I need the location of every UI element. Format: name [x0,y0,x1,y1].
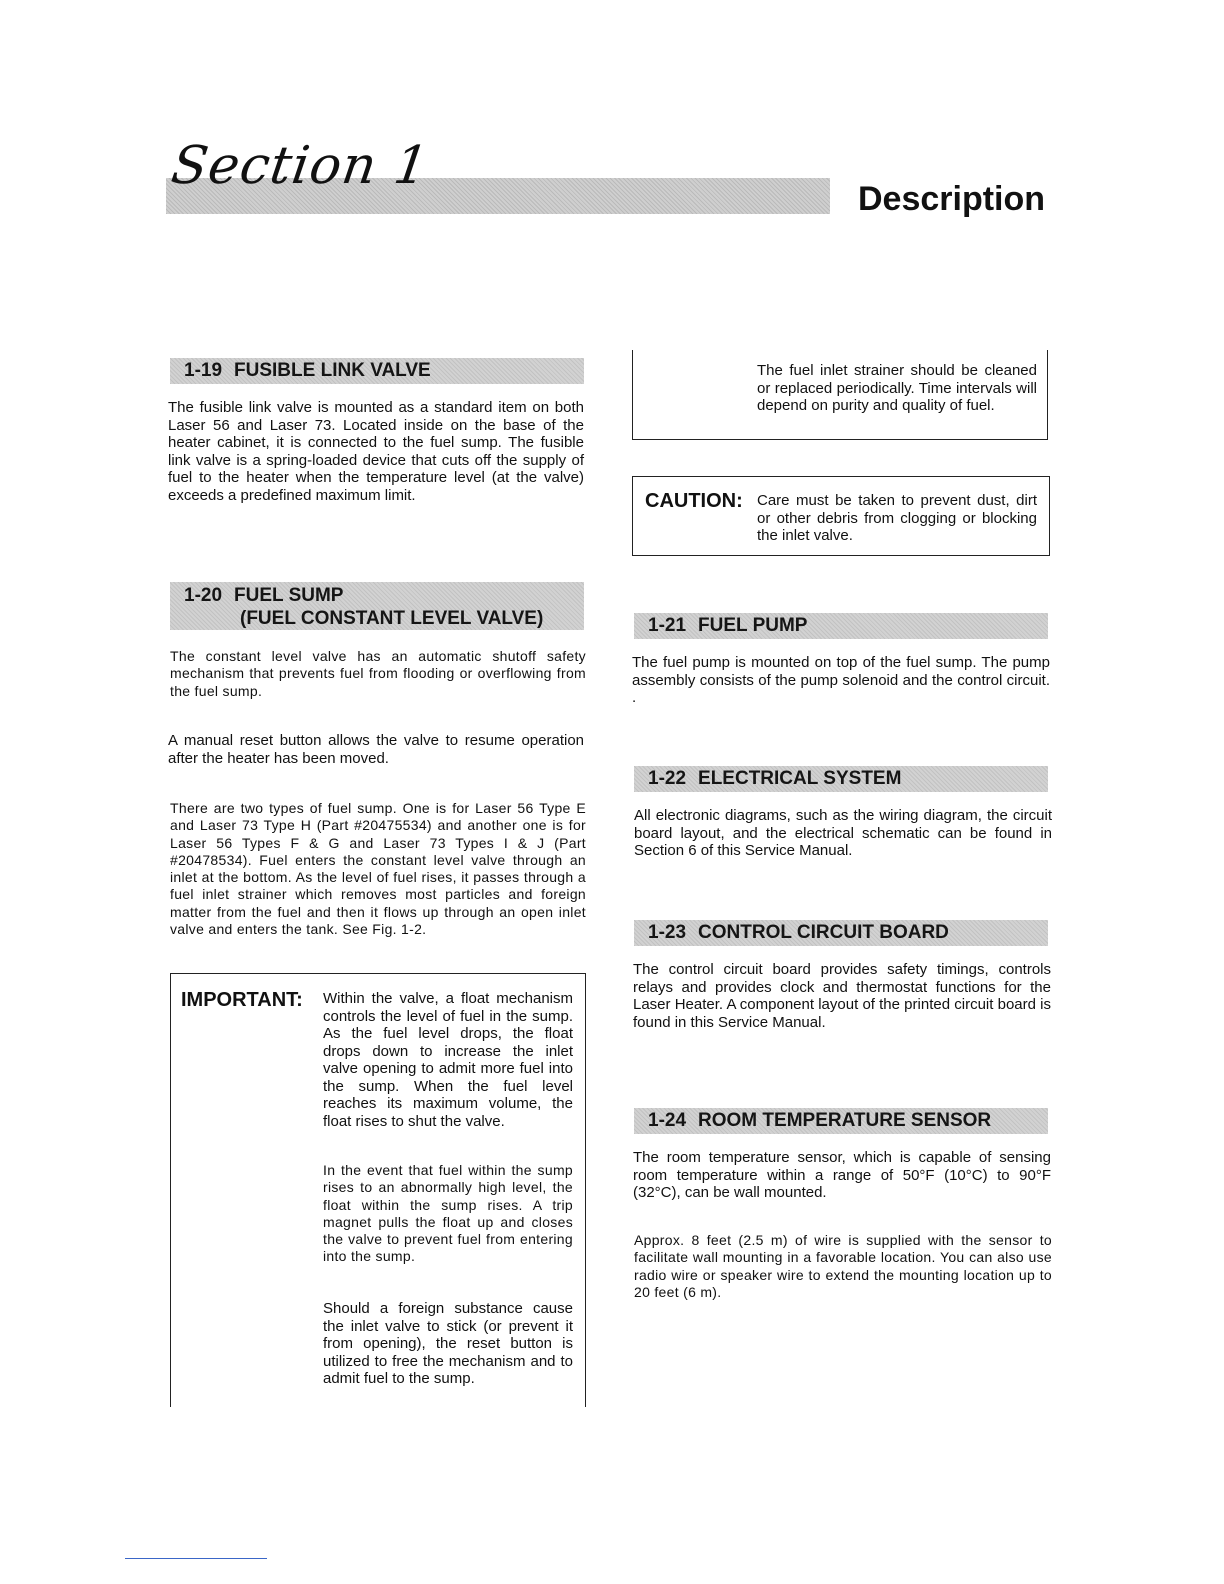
heading-title-line2: (FUEL CONSTANT LEVEL VALVE) [240,608,544,629]
heading-title: FUEL SUMP [234,585,344,606]
paragraph-sensor-wire: Approx. 8 feet (2.5 m) of wire is supplied with the sensor to facilitate wall mounting in a favorable location. You can also use radio wire or speaker wire to extend the mounting location up to 20 feet (6 m). [634,1232,1052,1300]
heading-1-20 [170,582,584,630]
heading-title: FUSIBLE LINK VALVE [234,360,431,381]
paragraph-fusible-link: The fusible link valve is mounted as a standard item on both Laser 56 and Laser 73. Located inside on the base of the heater cabinet, it is connected to the fuel sump. The fusible link valve is a spring-loaded device that cuts off the supply of fuel to the heater when the temperature level (at the valve) exceeds a predefined maximum limit. [168,399,584,504]
important-para-1: Within the valve, a float mechanism controls the level of fuel in the sump. As the fuel level drops, the float drops down to increase the inlet valve opening to admit more fuel into the sump. When the fuel level reaches its maximum volume, the float rises to shut the valve. [323,990,573,1130]
heading-number: 1-21 [648,615,687,636]
caution-label: CAUTION: [645,490,743,512]
heading-title: ELECTRICAL SYSTEM [698,768,902,789]
important-label: IMPORTANT: [181,989,303,1011]
important-para-3: Should a foreign substance cause the inlet valve to stick (or prevent it from opening), the reset button is utilized to free the mechanism and to admit fuel to the sump. [323,1300,573,1387]
page-title: Description [858,180,1046,218]
heading-number: 1-23 [648,922,687,943]
important-box [170,973,586,1407]
paragraph-room-sensor: The room temperature sensor, which is capable of sensing room temperature within a range of 50°F (10°C) to 90°F (32°C), can be wall mounted. [633,1149,1051,1201]
heading-1-23 [634,920,1048,946]
paragraph-electrical-system: All electronic diagrams, such as the wiring diagram, the circuit board layout, and the electrical schematic can be found in Section 6 of this Service Manual. [634,807,1052,859]
heading-1-24 [634,1108,1048,1134]
paragraph-fuel-sump-types: There are two types of fuel sump. One is for Laser 56 Type E and Laser 73 Type H (Part #20475534) and another one is for Laser 56 Types F & G and Laser 73 Types I & J (Part #20478534). Fuel enters the constant level valve through an inlet at the bottom. As the level of fuel rises, it passes through a fuel inlet strainer which removes most particles and foreign matter from the fuel and then it flows up through an open inlet valve and enters the tank. See Fig. 1-2. [170,800,586,938]
heading-title: FUEL PUMP [698,615,808,636]
caution-box [632,476,1050,556]
paragraph-manual-reset: A manual reset button allows the valve to resume operation after the heater has been moved. [168,732,584,767]
paragraph-control-circuit-board: The control circuit board provides safety timings, controls relays and provides clock and thermostat functions for the Laser Heater. A component layout of the printed circuit board is found in this Service Manual. [633,961,1051,1031]
footer-divider [125,1558,267,1559]
strainer-note-text: The fuel inlet strainer should be cleaned or replaced periodically. Time intervals will depend on purity and quality of fuel. [757,362,1037,414]
heading-number: 1-19 [184,360,223,381]
heading-number: 1-24 [648,1110,687,1131]
paragraph-constant-level: The constant level valve has an automatic shutoff safety mechanism that prevents fuel from flooding or overflowing from the fuel sump. [170,648,586,699]
heading-title: CONTROL CIRCUIT BOARD [698,922,949,943]
paragraph-fuel-pump: The fuel pump is mounted on top of the fuel sump. The pump assembly consists of the pump solenoid and the control circuit. . [632,654,1050,706]
heading-number: 1-22 [648,768,687,789]
caution-text: Care must be taken to prevent dust, dirt or other debris from clogging or blocking the inlet valve. [757,492,1037,544]
heading-1-22 [634,766,1048,792]
strainer-note-box [632,350,1048,440]
section-script-label: Section 1 [167,136,433,196]
heading-number: 1-20 [184,585,223,606]
important-para-2: In the event that fuel within the sump rises to an abnormally high level, the float within the sump rises. A trip magnet pulls the float up and closes the valve to prevent fuel from entering into the sump. [323,1162,573,1265]
heading-1-21 [634,613,1048,639]
heading-title: ROOM TEMPERATURE SENSOR [698,1110,992,1131]
heading-1-19 [170,358,584,384]
